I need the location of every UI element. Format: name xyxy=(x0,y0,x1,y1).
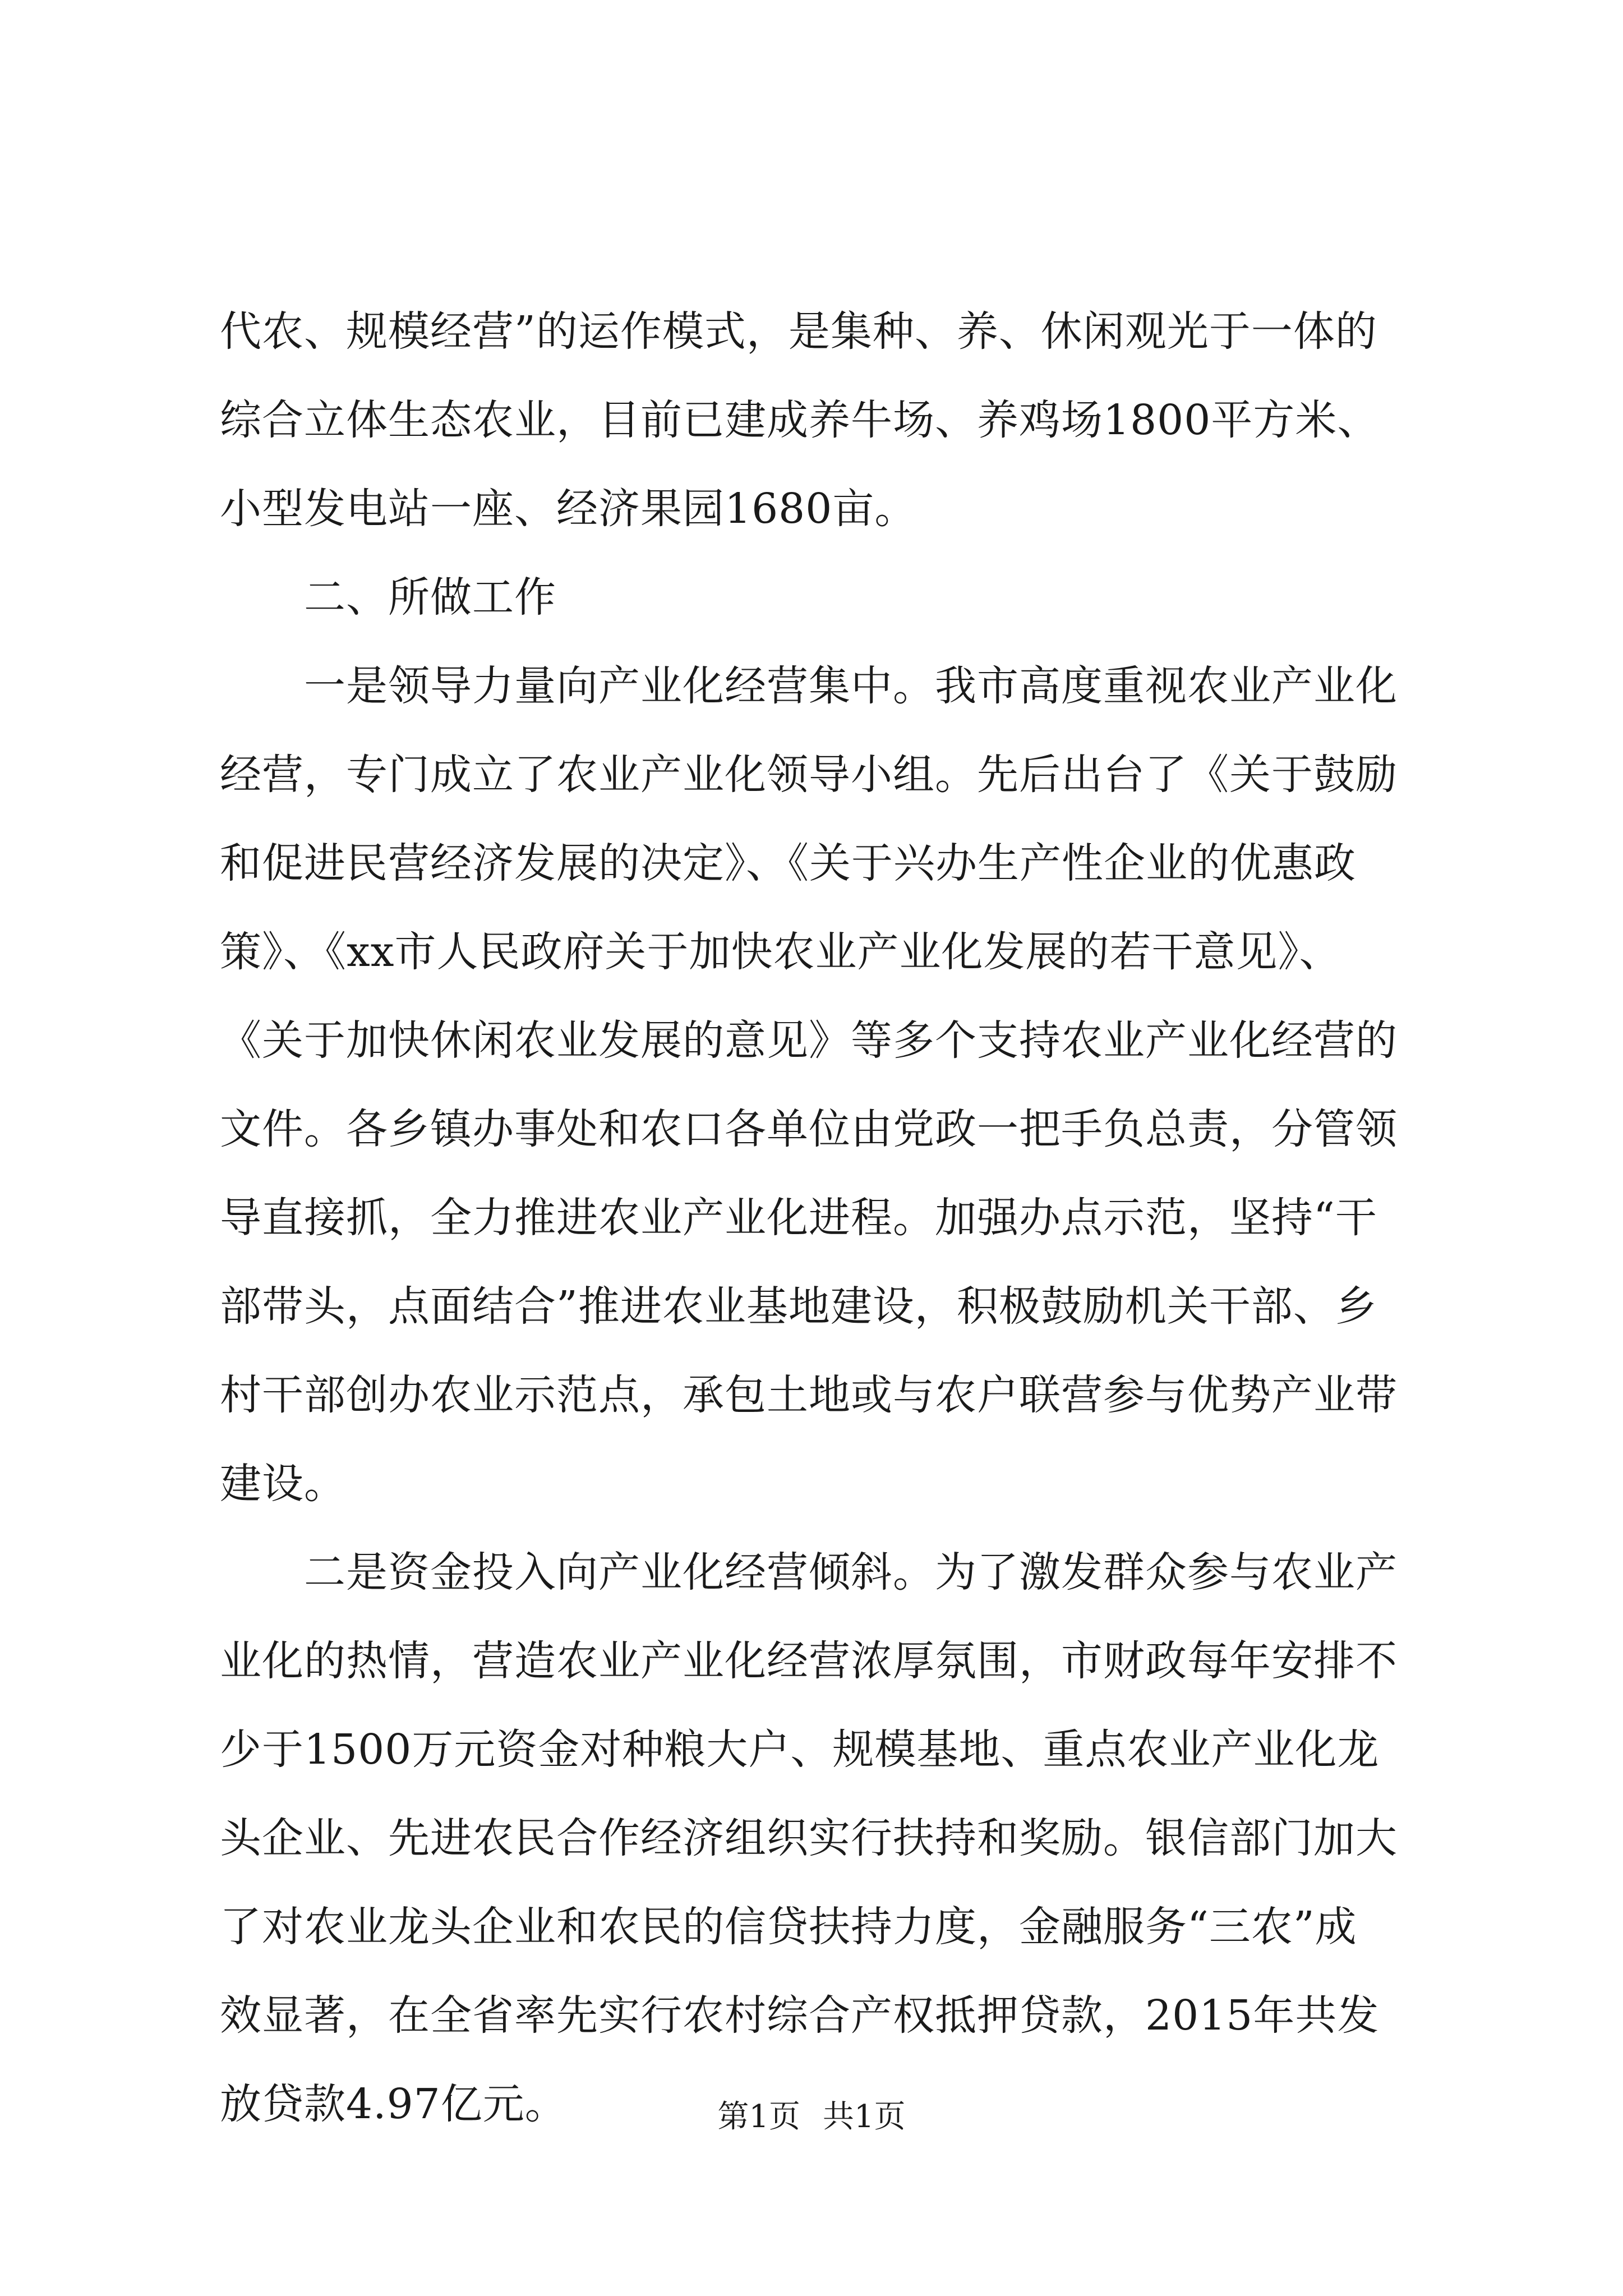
section-heading: 二、所做工作 xyxy=(304,573,556,622)
text-line: 文件。各乡镇办事处和农口各单位由党政一把手负总责，分管领 xyxy=(220,1105,1398,1153)
text-line: 效显著，在全省率先实行农村综合产权抵押贷款，2015年共发 xyxy=(220,1991,1380,2040)
text-line: 业化的热情，营造农业产业化经营浓厚氛围，市财政每年安排不 xyxy=(220,1637,1398,1685)
text-line: 综合立体生态农业，目前已建成养牛场、养鸡场1800平方米、 xyxy=(220,396,1380,444)
text-line: 放贷款4.97亿元。 xyxy=(220,2080,567,2128)
text-line: 小型发电站一座、经济果园1680亩。 xyxy=(220,485,917,533)
text-line: 代农、规模经营”的运作模式，是集种、养、休闲观光于一体的 xyxy=(220,307,1377,356)
text-line: 部带头，点面结合”推进农业基地建设，积极鼓励机关干部、乡 xyxy=(220,1282,1377,1331)
page-number-current: 第1页 xyxy=(717,2099,800,2135)
text-line: 了对农业龙头企业和农民的信贷扶持力度，金融服务“三农”成 xyxy=(220,1903,1357,1951)
text-line: 和促进民营经济发展的决定》、《关于兴办生产性企业的优惠政 xyxy=(220,839,1356,887)
text-line: 少于1500万元资金对种粮大户、规模基地、重点农业产业化龙 xyxy=(220,1726,1380,1774)
text-line: 导直接抓，全力推进农业产业化进程。加强办点示范，坚持“干 xyxy=(220,1194,1377,1242)
page-number-total: 共1页 xyxy=(823,2099,906,2135)
text-line: 《关于加快休闲农业发展的意见》等多个支持农业产业化经营的 xyxy=(220,1016,1398,1065)
text-line: 村干部创办农业示范点，承包土地或与农户联营参与优势产业带 xyxy=(220,1371,1398,1419)
page-footer xyxy=(0,2097,1623,2137)
document-body xyxy=(220,287,1412,2148)
text-line: 经营，专门成立了农业产业化领导小组。先后出台了《关于鼓励 xyxy=(220,751,1398,799)
paragraph-first-line: 一是领导力量向产业化经营集中。我市高度重视农业产业化 xyxy=(304,662,1398,710)
text-line: 策》、《xx市人民政府关于加快农业产业化发展的若干意见》、 xyxy=(220,928,1341,976)
paragraph-first-line: 二是资金投入向产业化经营倾斜。为了激发群众参与农业产 xyxy=(304,1548,1398,1596)
text-line: 头企业、先进农民合作经济组织实行扶持和奖励。银信部门加大 xyxy=(220,1814,1398,1862)
text-line: 建设。 xyxy=(220,1460,346,1508)
